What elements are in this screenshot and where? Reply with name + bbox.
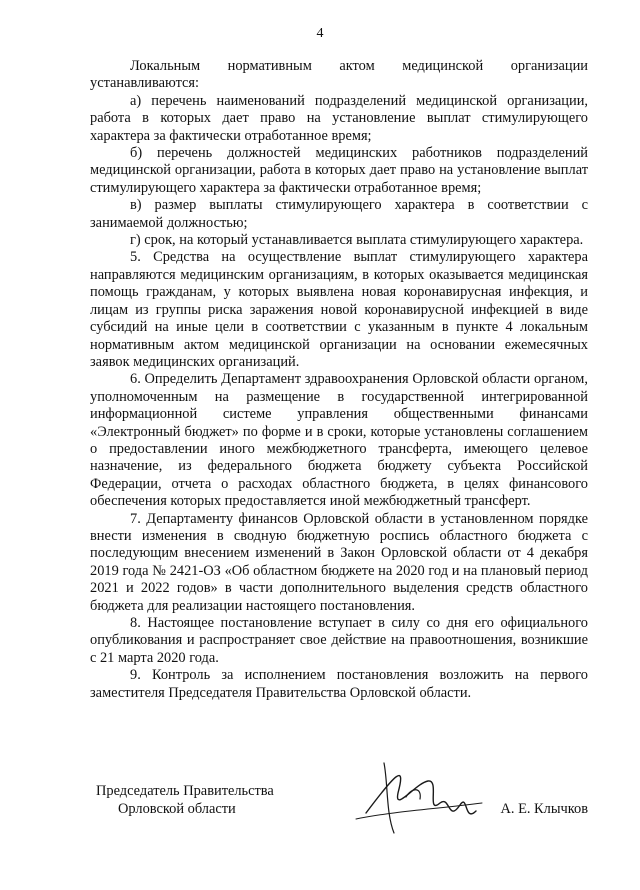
paragraph-9: 9. Контроль за исполнением постановления возложить на первого заместителя Председателя Правительства Орловской области. xyxy=(90,667,588,701)
signatory-name: А. Е. Клычков xyxy=(500,801,588,817)
paragraph-7: 7. Департаменту финансов Орловской области в установленном порядке внести изменения в сводную бюджетную роспись областного бюджета с последующим внесением изменений в Закон Орловской области от 4 декабря 2019 года № 2421-ОЗ «Об областном бюджете на 2020 год и на плановый период 2021 и 2022 годов» в части дополнительного выделения средств областного бюджета для реализации настоящего постановления. xyxy=(90,510,588,614)
signatory-position-line1: Председатель Правительства xyxy=(96,783,274,799)
paragraph-a: а) перечень наименований подразделений медицинской организации, работа в которых дает право на установление выплат стимулирующего характера за фактически отработанное время; xyxy=(90,92,588,144)
paragraph-8: 8. Настоящее постановление вступает в силу со дня его официального опубликования и распространяет свое действие на правоотношения, возникшие с 21 марта 2020 года. xyxy=(90,615,588,666)
paragraph-v: в) размер выплаты стимулирующего характера в соответствии с занимаемой должностью; xyxy=(90,197,588,231)
paragraph-b: б) перечень должностей медицинских работников подразделений медицинской организации, работа в которых дает право на установление выплат стимулирующего характера за фактически отработанное время; xyxy=(90,145,588,196)
paragraph-5: 5. Средства на осуществление выплат стимулирующего характера направляются медицинским организациям, в которых оказывается медицинская помощь гражданам, у которых выявлена новая коронавирусная инфекция, и лицам из группы риска заражения новой коронавирусной инфекцией в виде субсидий на иные цели в соответствии с указанным в пункте 4 локальным нормативным актом медицинской организации на основании ежемесячных заявок медицинских организаций. xyxy=(90,249,588,370)
handwritten-signature xyxy=(336,753,486,843)
signatory-position-line2: Орловской области xyxy=(118,801,236,817)
paragraph-6: 6. Определить Департамент здравоохранения Орловской области органом, уполномоченным на размещение в государственной интегрированной информационной системе управления общественными финансами «Электронный бюджет» по форме и в сроки, которые установлены соглашением о предоставлении иного межбюджетного трансферта, имеющего целевое назначение, из федерального бюджета бюджету субъекта Российской Федерации, отчета о расходах областного бюджета, в целях финансового обеспечения которых предоставляется иной межбюджетный трансферт. xyxy=(90,371,588,510)
document-body xyxy=(90,58,588,702)
paragraph-intro: Локальным нормативным актом медицинской организации устанавливаются: xyxy=(90,58,588,92)
signature-block xyxy=(96,775,596,855)
paragraph-g: г) срок, на который устанавливается выплата стимулирующего характера. xyxy=(130,232,584,249)
page-number: 4 xyxy=(316,26,324,41)
